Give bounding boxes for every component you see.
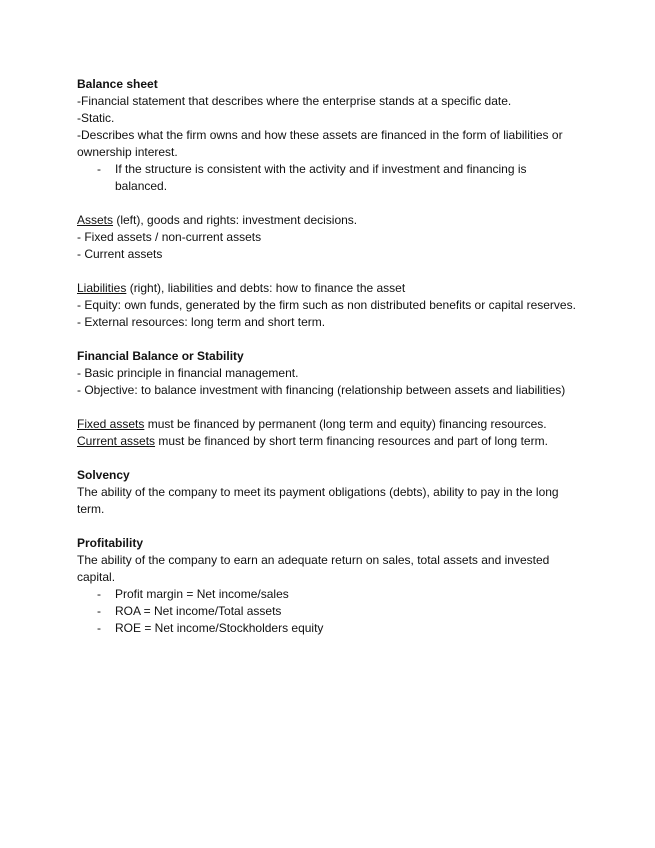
- assets-term: Assets: [77, 213, 114, 227]
- balance-sheet-line: -Describes what the firm owns and how these assets are financed in the form of liabilities or ownership interest.: [77, 128, 563, 159]
- liabilities-rest: (right), liabilities and debts: how to finance the asset: [126, 281, 406, 295]
- spacer: [77, 518, 577, 535]
- profitability-heading: Profitability: [77, 536, 144, 550]
- profitability-item: [77, 620, 577, 637]
- assets-item: - Fixed assets / non-current assets: [77, 230, 262, 244]
- liabilities-item: - Equity: own funds, generated by the firm such as non distributed benefits or capital reserves.: [77, 298, 576, 312]
- financing-rule-term: Fixed assets: [77, 417, 145, 431]
- document-content: [77, 76, 577, 637]
- assets-item: - Current assets: [77, 247, 163, 261]
- bullet-dash: -: [97, 587, 101, 601]
- profitability-item-text: Profit margin = Net income/sales: [115, 587, 289, 601]
- financing-rule: [77, 433, 577, 450]
- spacer: [77, 195, 577, 212]
- profitability-item-text: ROA = Net income/Total assets: [115, 604, 282, 618]
- assets-definition: [77, 212, 577, 229]
- balance-sheet-bullet: [77, 161, 565, 195]
- spacer: [77, 263, 577, 280]
- profitability-item: [77, 586, 577, 603]
- bullet-dash: -: [97, 621, 101, 635]
- solvency-text: The ability of the company to meet its payment obligations (debts), ability to pay in the long term.: [77, 485, 559, 516]
- financing-rule-term: Current assets: [77, 434, 156, 448]
- profitability-text: The ability of the company to earn an adequate return on sales, total assets and invested capital.: [77, 553, 550, 584]
- balance-sheet-heading: Balance sheet: [77, 77, 158, 91]
- assets-rest: (left), goods and rights: investment decisions.: [113, 213, 358, 227]
- financing-rule: [77, 416, 577, 433]
- spacer: [77, 331, 577, 348]
- balance-sheet-line: -Static.: [77, 111, 115, 125]
- financing-rule-rest: must be financed by permanent (long term and equity) financing resources.: [144, 417, 547, 431]
- liabilities-item: - External resources: long term and short term.: [77, 315, 326, 329]
- solvency-heading: Solvency: [77, 468, 130, 482]
- bullet-dash: -: [97, 162, 101, 176]
- bullet-dash: -: [97, 604, 101, 618]
- balance-sheet-bullet-text: If the structure is consistent with the activity and if investment and financing is balanced.: [115, 162, 527, 193]
- financial-balance-item: - Objective: to balance investment with financing (relationship between assets and liabilities): [77, 383, 566, 397]
- financial-balance-item: - Basic principle in financial management.: [77, 366, 299, 380]
- liabilities-definition: [77, 280, 577, 297]
- liabilities-term: Liabilities: [77, 281, 127, 295]
- financing-rule-rest: must be financed by short term financing resources and part of long term.: [155, 434, 548, 448]
- profitability-item: [77, 603, 577, 620]
- financial-balance-heading: Financial Balance or Stability: [77, 349, 244, 363]
- spacer: [77, 399, 577, 416]
- profitability-item-text: ROE = Net income/Stockholders equity: [115, 621, 324, 635]
- spacer: [77, 450, 577, 467]
- balance-sheet-line: -Financial statement that describes where the enterprise stands at a specific date.: [77, 94, 512, 108]
